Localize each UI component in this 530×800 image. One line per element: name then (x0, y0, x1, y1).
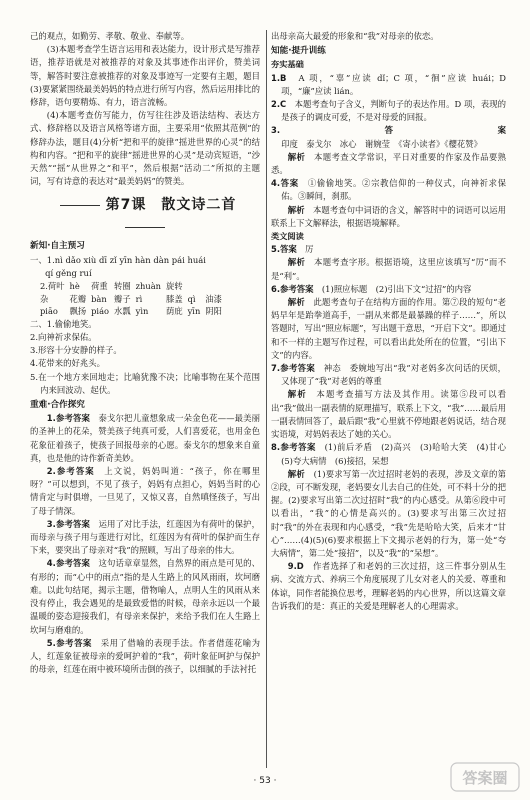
item-head: 7.参考答案 (271, 363, 315, 374)
item-b7-analysis (271, 388, 506, 441)
lesson-title-text: 第7课 散文诗二首 (105, 197, 237, 214)
item-text: 本题考查文学常识，平日对重要的作家及作品要熟悉。 (271, 151, 507, 176)
pinyin-q1b: qí gěng ruí (45, 267, 92, 278)
answer-1 (30, 412, 260, 465)
cell: 阴阳 (205, 306, 222, 317)
cell: 荷重 (91, 281, 108, 292)
item-a3 (271, 124, 506, 150)
section-preview: 新知·自主预习 (30, 241, 85, 252)
item-a2 (271, 98, 506, 124)
subsection-reading: 类文阅读 (271, 231, 304, 242)
cell: yìn (135, 306, 149, 317)
cell: 油漆 (205, 293, 222, 304)
table-row (40, 280, 227, 293)
item-a4 (271, 177, 506, 203)
table-row (40, 293, 227, 306)
cell: bàn (91, 293, 107, 304)
item-head: 解析 (287, 204, 305, 215)
answer-4 (30, 557, 260, 636)
answer-text: 采用了借喻的表现手法。作者借莲花喻为人，红莲象征被母亲的爱呵护着的“我”，荷叶象征呵护与保护的母亲，红莲在雨中被环境所击倒的孩子，以细腻的手法衬托 (30, 637, 261, 675)
cell: hè (69, 281, 80, 292)
item-head: 4.答案 (271, 178, 299, 189)
item-head: 8.参考答案 (271, 442, 316, 453)
pinyin-q1: 一、1.nì dǎo xiù dī zǐ yīn hàn dàn pái huái (30, 254, 206, 265)
section-training: 知能·提升训练 (271, 46, 326, 57)
item-head: 解析 (287, 468, 305, 479)
intro-para-3: (4)本题考查仿写能力，仿写往往涉及语法结构、表达方式、修辞格以及语言风格等诸方面，主要采用“依照其范例”的修辞办法，题目(4)分析“把和平的旋律”摇进世界的心灵”的结构和内容。“把和平的旋律”摇进世界的心灵”是动宾短语，“沙天然”“摇”从世界之“和平”，然后根据“活动二”所拟的主题词，写有诗意的表达对“最美妈妈”的赞美。 (30, 110, 260, 187)
title-rule-right (125, 227, 165, 228)
item-b6 (271, 283, 506, 296)
item-a3-analysis (271, 151, 506, 177)
cell: 2.荷叶 (40, 281, 65, 292)
page (30, 30, 515, 770)
answer-5 (30, 637, 260, 677)
cell: rì (135, 293, 143, 304)
column-divider (266, 30, 267, 768)
item-b5 (271, 243, 506, 256)
cell: piáo (91, 306, 110, 317)
table-row (40, 305, 227, 318)
right-column (271, 30, 515, 770)
cell: 花瓣 (69, 293, 87, 304)
answer-3 (30, 518, 260, 558)
item-b6-analysis (271, 296, 506, 362)
item-head: 1.B (271, 72, 287, 83)
cell: 旋转 (166, 281, 183, 292)
item-text: 本题考查字形。根据语境，这里应该填写“厉”而不是“利”。 (271, 257, 507, 281)
item-head: 解析 (287, 389, 307, 400)
item-text: (1)要求写第一次过招时老妈的表现，涉及文章的第②段，可不断发现，老妈要女儿去自己的住处，可不料十分的把握。(2)要求写出第二次过招时“我”的内心感受。从第⑥段中可以看出，“我”的心情是高兴的。(3)要求写出第三次过招时“我”的外在表现和内心感受，“我”先是哈哈大笑，后来才“甘心”……(4)(5)(6)要求根据上下文揭示老妈的行为，第一处“夸大病情”，第二处“接招”，以及“我”的“呆想”。 (271, 468, 507, 558)
item-b8-analysis (271, 468, 506, 560)
top-line: 出母亲高大最爱的形象和“我”对母亲的依恋。 (271, 31, 439, 41)
cell: yīn (187, 306, 201, 317)
watermark-logo-icon (450, 760, 520, 794)
answer-head: 2.参考答案 (46, 466, 95, 477)
item-text: ①偷偷地笑。②宗教信仰的一种仪式，向神祈求保佑。③瞬间，刹那。 (281, 178, 507, 202)
item-head: 6.参考答案 (271, 283, 314, 294)
q2-item-3: 3.形容十分安静的样子。 (30, 345, 122, 356)
item-b5-analysis (271, 256, 506, 282)
item-a1 (271, 72, 506, 98)
q2-item-2: 2.向神祈求保佑。 (30, 332, 97, 343)
cell: piāo (40, 306, 58, 317)
subsection-basics: 夯实基础 (271, 59, 304, 70)
item-text: 本题考查描写方法及其作用。读第⑤段可以看出“我”做出一副表情的原理描写，联系上下文，“我”……最后用一副表情回答了，最后跟“我”心里就不停地跟老妈说话，结合现实语境，对妈妈表达了她的关心。 (271, 389, 507, 440)
item-text: (1)照应标题 (2)引出下文“过招”的内容 (321, 283, 472, 294)
item-text: 作者选择了和老妈的三次过招，这三件事分别从生病、交流方式、养病三个角度展现了儿女对老人的关爱、尊重和体谅，同作者能换位思考，理解老妈的内心世界，所以这篇文章告诉我们的是：真正的关爱是理解老人的心理需求。 (271, 561, 507, 611)
item-text: 此题考查句子在结构方面的作用。第⑦段的短句“老妈早年是跆拳道高手，一副从来都是最暴躁的样子……”，所以答题时，写出“照应标题”，写出题干意思，“开启下文”。即通过和不一样的主题写作过程，可以看出此处所在的位置，“引出下文”的内容。 (271, 297, 507, 360)
intro-line-1: 己的观点，如勤劳、孝敬、敬业、奉献等。 (30, 31, 190, 41)
item-b8 (271, 441, 515, 467)
title-rule-left (60, 205, 100, 206)
q2-item-5: 5.在一个地方来回地走；比喻犹豫不决；比喻事物在某个范围内来回波动、起伏。 (30, 371, 260, 395)
answer-2 (30, 465, 260, 518)
cell: 膝盖 (166, 293, 183, 304)
item-head: 解析 (287, 257, 306, 268)
item-text: 本题考查句子含义，判断句子的表达作用。D 项，表现的是孩子的调皮可爱，不是对母爱的回报。 (281, 99, 506, 123)
answer-text: 上文说，妈妈叫道：“孩子，你在哪里呀？”可以想到，不见了孩子，妈妈有点担心，妈妈当时的心情肯定与时俱增，一旦见了，又惊又喜，自然嗔怪孩子，写出了母子情深。 (30, 466, 261, 516)
q2-item-1: 二、1.偷偷地笑。 (30, 318, 97, 329)
item-b9 (271, 560, 506, 613)
cell: 荫庇 (166, 306, 183, 317)
item-head: 5.答案 (271, 244, 297, 255)
item-text: 神态 委婉地写出“我”对老妈多次问话的厌烦，又体现了“我”对老妈的尊重 (281, 363, 507, 387)
cell: 转圈 (114, 281, 131, 292)
item-head: 3.答案 (271, 125, 506, 136)
answer-text: 运用了对比手法，红莲因为有荷叶的保护，而母亲与孩子用与莲进行对比，红莲因为有荷叶的保护而生存下来，要突出了母亲对“我”的照顾，写出了母亲的伟大。 (30, 518, 261, 556)
item-text: 本题考查句中词语的含义，解答时中的词语可以运用联系上下文解释法，根据语境解释。 (271, 204, 507, 228)
answer-text: 这句话章章显然，自然界的雨点是可见的、有形的；而“心中的雨点”指的是人生路上的风风雨雨，坎坷磨难。以此句结尾，揭示主题，借物喻人，点明人生的风雨从来没有停止，我会遇见的是最致爱惜的时候，母亲永远以一个最温暖的姿态迎接我们，有母亲来保护，来给予我们在人生路上坎坷与磨难的。 (30, 558, 261, 635)
pinyin-table (40, 280, 227, 318)
item-head: 9.D (287, 561, 304, 572)
answer-head: 1.参考答案 (46, 413, 90, 424)
cell: 瓣子 (114, 293, 131, 304)
answer-head: 5.参考答案 (46, 637, 92, 648)
left-column (30, 30, 260, 770)
item-text: 厉 (305, 244, 314, 255)
lesson-title (30, 194, 260, 238)
item-text: 印度 泰戈尔 冰心 谢婉莹 《寄小读者》《樱花赞》 (281, 138, 483, 149)
item-text: (1)前后矛盾 (2)高兴 (3)哈哈大笑 (4)甘心 (5)夸大病情 (6)接招，呆想 (281, 442, 515, 466)
item-b7 (271, 362, 506, 388)
q2-item-4: 4.花带来的好兆头。 (30, 358, 105, 369)
item-a4-analysis (271, 204, 506, 230)
answer-head: 4.参考答案 (46, 558, 90, 569)
cell: qì (187, 293, 196, 304)
cell: zhuàn (135, 281, 162, 292)
section-explore: 重难·合作探究 (30, 400, 85, 411)
item-head: 解析 (287, 151, 306, 162)
item-text: A 项，“辜”应读 dǐ；C 项，“徊”应读 huái；D 项，“廉”应读 lián。 (281, 72, 506, 96)
watermark-logo-text: 答案圈 (462, 769, 508, 787)
intro-para-2: (3)本题考查学生语言运用和表达能力，设计形式是写推荐语，推荐语就是对被推荐的对象及其事迹作出评价，赞美词等，解答时要注意被推荐的对象及事迹写一定要有主题，题目(3)要紧紧围绕最美妈妈的特点进行所写内容，然后运用排比的修辞，语句要精炼、有力，语言流畅。 (30, 44, 260, 108)
item-head: 2.C (271, 99, 287, 110)
answer-head: 3.参考答案 (46, 518, 90, 529)
cell: 水瓢 (114, 306, 131, 317)
item-head: 解析 (287, 297, 305, 308)
cell: 杂 (40, 293, 49, 304)
cell: 飘扬 (69, 306, 87, 317)
page-number: · 53 · (253, 776, 277, 786)
answer-text: 泰戈尔把儿童想象成一朵金色花——最美丽的圣神上的花朵，赞美孩子纯真可爱，人们喜爱花，也用金色花象征着孩子，使孩子回报母亲的心愿。泰戈尔的想象来自童真，也是他的诗作新奇美妙。 (30, 413, 260, 463)
